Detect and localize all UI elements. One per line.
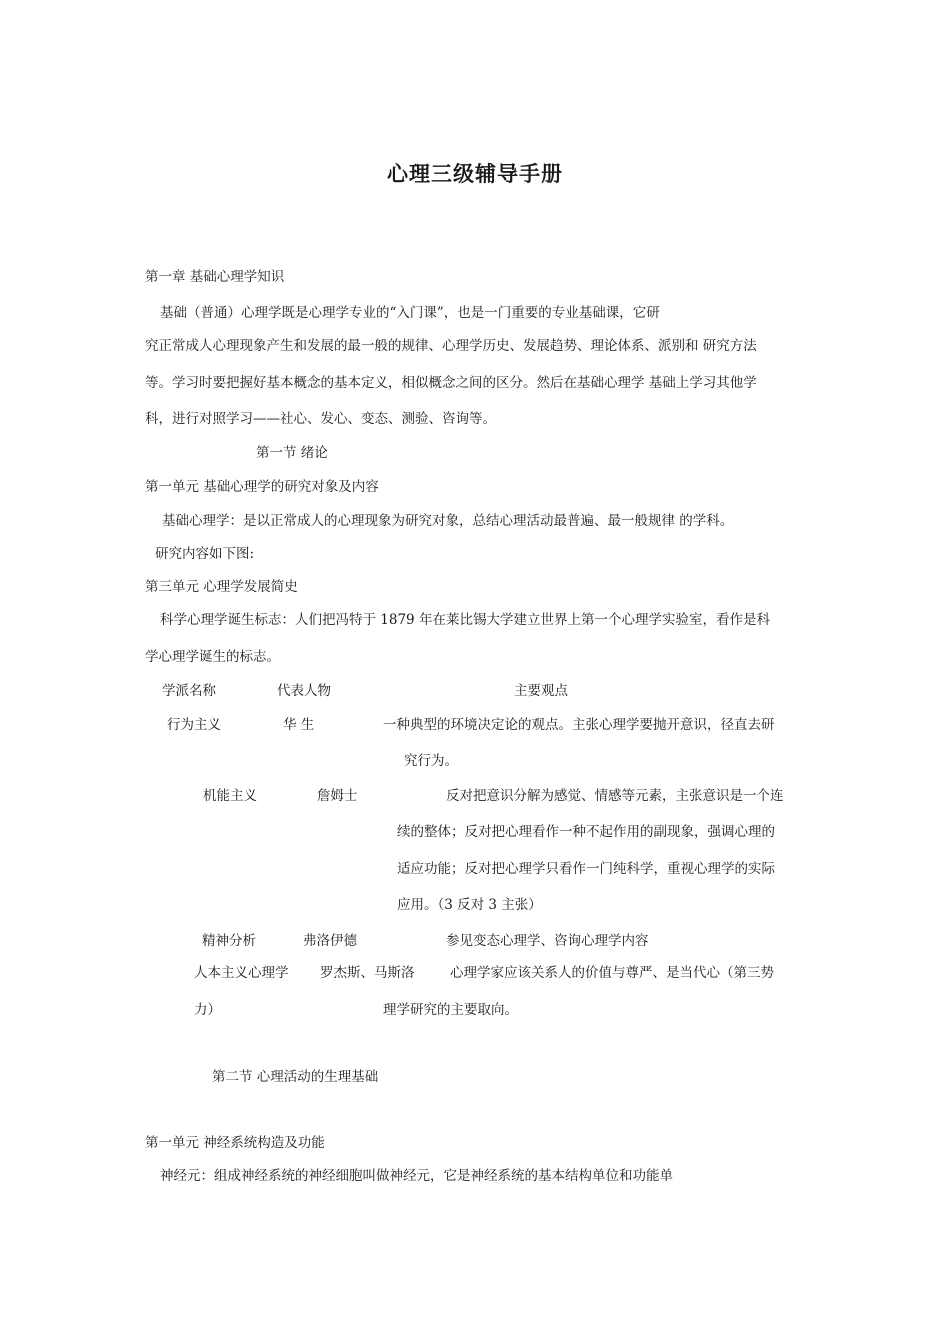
unit-3-heading: 第三单元 心理学发展简史 [145, 579, 298, 595]
table-cell-school: 精神分析 [202, 933, 256, 949]
table-cell-person: 罗杰斯、马斯洛 [320, 965, 415, 981]
section-1-heading: 第一节 绪论 [256, 445, 328, 461]
unit-3-text-2: 学心理学诞生的标志。 [145, 649, 280, 665]
intro-line-3: 等。学习时要把握好基本概念的基本定义，相似概念之间的区分。然后在基础心理学 基础上学习其他学 [145, 375, 757, 391]
table-header-school: 学派名称 [162, 683, 216, 699]
table-cell-view-line: 续的整体；反对把心理看作一种不起作用的副现象，强调心理的 [397, 824, 775, 840]
table-cell-view-line: 究行为。 [404, 753, 458, 769]
intro-line-4: 科，进行对照学习——社心、发心、变态、测验、咨询等。 [145, 411, 496, 427]
unit-3-text-1: 科学心理学诞生标志：人们把冯特于 1879 年在莱比锡大学建立世界上第一个心理学实验室，看作是科 [160, 612, 770, 628]
table-cell-view-line: 参见变态心理学、咨询心理学内容 [446, 933, 649, 949]
unit-1-heading: 第一单元 基础心理学的研究对象及内容 [145, 479, 379, 495]
intro-line-2: 究正常成人心理现象产生和发展的最一般的规律、心理学历史、发展趋势、理论体系、派别和 研究方法 [145, 338, 757, 354]
table-cell-person: 弗洛伊德 [303, 933, 357, 949]
table-cell-person: 詹姆士 [317, 788, 358, 804]
table-cell-school: 力） [194, 1002, 221, 1018]
document-title: 心理三级辅导手册 [387, 162, 563, 186]
table-cell-view-line: 反对把意识分解为感觉、情感等元素，主张意识是一个连 [446, 788, 784, 804]
section-2-heading: 第二节 心理活动的生理基础 [212, 1069, 379, 1085]
unit-1b-text: 神经元：组成神经系统的神经细胞叫做神经元，它是神经系统的基本结构单位和功能单 [160, 1168, 673, 1184]
table-cell-school: 机能主义 [203, 788, 257, 804]
table-cell-person: 华 生 [283, 717, 315, 733]
table-cell-view-line: 理学研究的主要取向。 [383, 1002, 518, 1018]
table-cell-view-line: 适应功能；反对把心理学只看作一门纯科学，重视心理学的实际 [397, 861, 775, 877]
table-cell-school: 人本主义心理学 [194, 965, 289, 981]
table-cell-view-line: 心理学家应该关系人的价值与尊严、是当代心（第三势 [450, 965, 774, 981]
table-cell-school: 行为主义 [167, 717, 221, 733]
table-cell-view-line: 一种典型的环境决定论的观点。主张心理学要抛开意识，径直去研 [383, 717, 775, 733]
intro-line-1: 基础（普通）心理学既是心理学专业的“入门课”，也是一门重要的专业基础课，它研 [160, 305, 660, 321]
table-header-person: 代表人物 [277, 683, 331, 699]
table-header-view: 主要观点 [514, 683, 568, 699]
unit-1b-heading: 第一单元 神经系统构造及功能 [145, 1135, 325, 1151]
unit-1-note: 研究内容如下图: [155, 546, 255, 562]
table-cell-view-line: 应用。（3 反对 3 主张） [397, 897, 542, 913]
unit-1-text: 基础心理学：是以正常成人的心理现象为研究对象，总结心理活动最普遍、最一般规律 的学科。 [162, 513, 734, 529]
chapter-heading: 第一章 基础心理学知识 [145, 269, 285, 285]
